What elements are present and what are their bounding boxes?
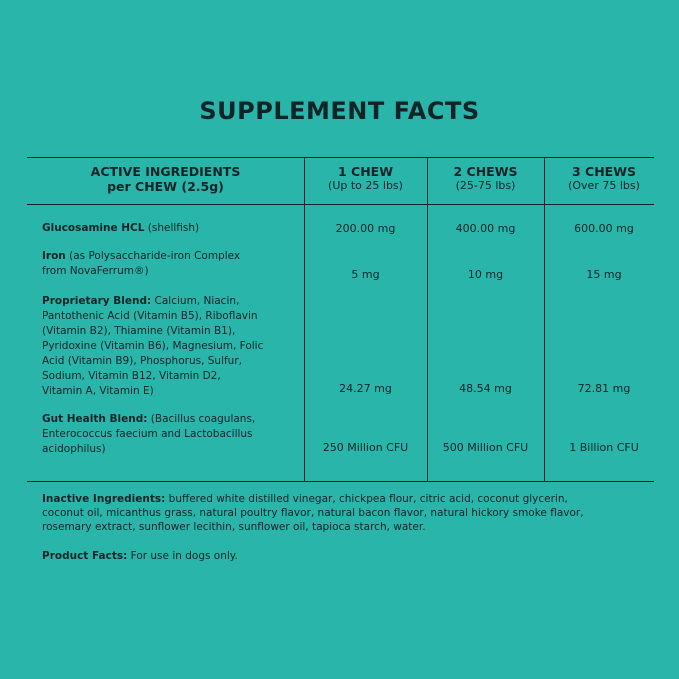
ingredient-detail: acidophilus) (42, 443, 106, 455)
ingredient-detail: Sodium, Vitamin B12, Vitamin D2, (42, 370, 221, 382)
inactive-ingredients-text: coconut oil, micanthus grass, natural poultry flavor, natural bacon flavor, natural hickory smoke flavor, (42, 507, 584, 519)
ingredient-gut-health-blend (42, 412, 255, 457)
ingredient-detail: (shellfish) (144, 222, 200, 234)
value-gut-health-3: 1 Billion CFU (569, 441, 639, 454)
ingredient-name: Proprietary Blend: (42, 295, 152, 307)
ingredient-iron (42, 249, 240, 279)
header-3-chews: 3 CHEWS (571, 164, 636, 179)
table-top-rule (27, 157, 654, 158)
header-2-chews: 2 CHEWS (453, 164, 518, 179)
ingredient-name: Iron (42, 250, 66, 262)
inactive-ingredients-text: rosemary extract, sunflower lecithin, sunflower oil, tapioca starch, water. (42, 521, 426, 533)
header-active-ingredients: ACTIVE INGREDIENTS (90, 164, 241, 179)
value-proprietary-1: 24.27 mg (339, 382, 392, 395)
header-3-chews-sub: (Over 75 lbs) (568, 179, 640, 192)
value-iron-1: 5 mg (351, 268, 380, 281)
inactive-ingredients-text: buffered white distilled vinegar, chickpea flour, citric acid, coconut glycerin, (165, 493, 568, 505)
value-gut-health-2: 500 Million CFU (442, 441, 529, 454)
table-bottom-rule (27, 481, 654, 482)
ingredient-detail: (as Polysaccharide-iron Complex (65, 250, 241, 262)
product-facts (42, 549, 238, 563)
value-iron-2: 10 mg (467, 268, 504, 281)
inactive-ingredients (42, 492, 662, 534)
ingredient-name: Glucosamine HCL (42, 222, 145, 234)
ingredient-name: Gut Health Blend: (42, 413, 148, 425)
header-1-chew: 1 CHEW (337, 164, 393, 179)
value-glucosamine-2: 400.00 mg (455, 222, 516, 235)
ingredient-proprietary-blend (42, 294, 263, 399)
ingredient-detail: Enterococcus faecium and Lactobacillus (42, 428, 253, 440)
ingredient-detail: Pyridoxine (Vitamin B6), Magnesium, Folic (42, 340, 264, 352)
value-glucosamine-3: 600.00 mg (574, 222, 634, 235)
ingredient-detail: (Bacillus coagulans, (147, 413, 256, 425)
ingredient-detail: Acid (Vitamin B9), Phosphorus, Sulfur, (42, 355, 242, 367)
value-proprietary-3: 72.81 mg (577, 382, 631, 395)
ingredient-detail: from NovaFerrum®) (42, 265, 149, 277)
header-per-chew: per CHEW (2.5g) (107, 179, 224, 194)
ingredient-detail: Vitamin A, Vitamin E) (42, 385, 154, 397)
ingredient-detail: (Vitamin B2), Thiamine (Vitamin B1), (42, 325, 236, 337)
value-glucosamine-1: 200.00 mg (335, 222, 396, 235)
value-proprietary-2: 48.54 mg (459, 382, 512, 395)
product-facts-text: For use in dogs only. (127, 550, 238, 562)
ingredient-glucosamine (42, 221, 199, 236)
column-divider-1 (304, 157, 305, 481)
product-facts-label: Product Facts: (42, 550, 128, 562)
inactive-ingredients-label: Inactive Ingredients: (42, 493, 166, 505)
ingredient-detail: Pantothenic Acid (Vitamin B5), Riboflavin (42, 310, 258, 322)
header-2-chews-sub: (25-75 lbs) (455, 179, 516, 192)
header-bottom-rule (27, 204, 654, 205)
header-1-chew-sub: (Up to 25 lbs) (328, 179, 403, 192)
page-title: SUPPLEMENT FACTS (199, 97, 480, 125)
value-gut-health-1: 250 Million CFU (322, 441, 409, 454)
column-divider-2 (427, 157, 428, 481)
ingredient-detail: Calcium, Niacin, (151, 295, 240, 307)
column-divider-3 (544, 157, 545, 481)
value-iron-3: 15 mg (586, 268, 622, 281)
